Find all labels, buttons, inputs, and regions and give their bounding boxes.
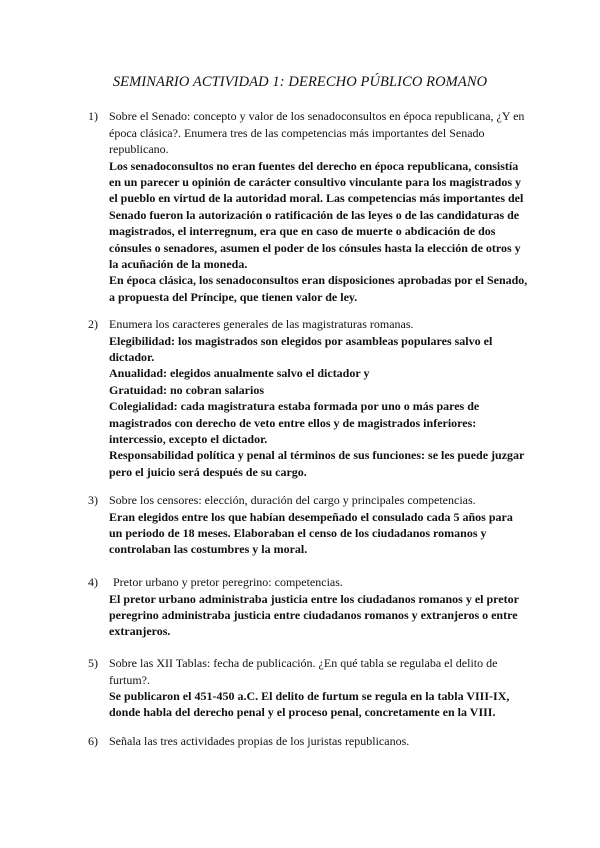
answer-paragraph: Los senadoconsultos no eran fuentes del derecho en época republicana, consistía en un parecer u opinión de carácter consultivo vinculante para los magistrados y el pueblo en virtud de la autoridad moral. Las competencias más importantes del Senado fueron la autorización o ratificación de las leyes o de las candidaturas de magistrados, el interregnum, era que en caso de muerte o abdicación de dos cónsules o senadores, asumen el poder de los cónsules hasta la elección de otros y la acuñación de la moneda. — [109, 158, 524, 271]
answer-paragraph: En época clásica, los senadoconsultos eran disposiciones aprobadas por el Senado, a propuesta del Príncipe, que tienen valor de ley. — [109, 273, 528, 304]
question-text: Sobre las XII Tablas: fecha de publicación. ¿En qué tabla se regulaba el delito de furtum?. — [109, 656, 498, 687]
answer-paragraph: El pretor urbano administraba justicia entre los ciudadanos romanos y el pretor peregrino administraba justicia entre ciudadanos romanos y extranjeros o entre extranjeros. — [109, 591, 519, 639]
question-number: 3) — [88, 493, 98, 507]
answer-paragraph: Gratuidad: no cobran salarios — [109, 382, 265, 397]
question-number: 2) — [88, 317, 98, 331]
question-number: 1) — [88, 109, 98, 123]
answer-paragraph: Anualidad: elegidos anualmente salvo el dictador y — [109, 366, 370, 381]
question-number: 4) — [88, 575, 98, 589]
question-text: Sobre el Senado: concepto y valor de los senadoconsultos en época republicana, ¿Y en época clásica?. Enumera tres de las competencias más importantes del Senado republicano. — [109, 109, 525, 156]
answer-block — [109, 158, 529, 306]
question-text: Enumera los caracteres generales de las magistraturas romanas. — [109, 317, 414, 331]
answer-paragraph: Se publicaron el 451-450 a.C. El delito de furtum se regula en la tabla VIII-IX, donde habla del derecho penal y el proceso penal, concretamente en la VIII. — [109, 689, 510, 720]
answer-block — [109, 688, 529, 721]
question-number: 6) — [88, 734, 98, 748]
document-title: SEMINARIO ACTIVIDAD 1: DERECHO PÚBLICO ROMANO — [112, 74, 488, 90]
answer-paragraph: Colegialidad: cada magistratura estaba formada por uno o más pares de magistrados con derecho de veto entre ellos y de magistrados inferiores: intercessio, excepto el dictador. — [109, 399, 480, 446]
answer-paragraph: Responsabilidad política y penal al términos de sus funciones: se les puede juzgar pero el juicio será después de su cargo. — [109, 448, 525, 479]
answer-block — [109, 591, 529, 640]
answer-paragraph: Elegibilidad: los magistrados son elegidos por asambleas populares salvo el dictador. — [109, 333, 493, 364]
question-text: Sobre los censores: elección, duración del cargo y principales competencias. — [109, 493, 476, 507]
question-text: Pretor urbano y pretor peregrino: competencias. — [113, 575, 343, 589]
answer-block — [109, 333, 529, 481]
question-number: 5) — [88, 656, 98, 670]
answer-paragraph: Eran elegidos entre los que habían desempeñado el consulado cada 5 años para un periodo de 18 meses. Elaboraban el censo de los ciudadanos romanos y controlaban las costumbres y la moral. — [109, 509, 513, 557]
question-text: Señala las tres actividades propias de los juristas republicanos. — [109, 734, 410, 748]
answer-block — [109, 509, 529, 558]
